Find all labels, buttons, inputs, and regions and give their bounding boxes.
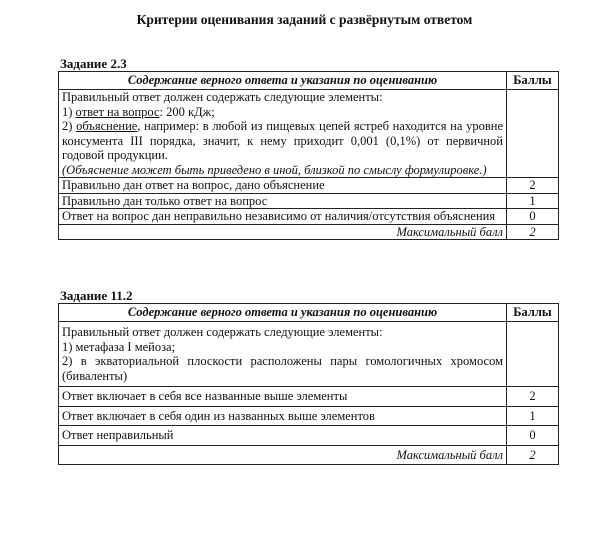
page-title: Критерии оценивания заданий с развёрнутым ответом (136, 12, 473, 27)
answer-row (59, 322, 559, 387)
criterion-score: 2 (507, 387, 559, 407)
table-row (59, 387, 559, 407)
task-11-2-label: Задание 11.2 (60, 288, 133, 303)
answer-item-2: 2) объяснение, например: в любой из пищевых цепей ястреб находится на уровне консумента III порядка, значит, к нему приходит 0,001 (0,1%) от первичной годовой продукции. (62, 119, 503, 162)
criterion-text: Правильно дан ответ на вопрос, дано объяснение (59, 178, 507, 194)
answer-row (59, 90, 559, 178)
criterion-text: Ответ неправильный (59, 426, 507, 446)
max-score-label: Максимальный балл (59, 445, 507, 465)
criterion-text: Ответ на вопрос дан неправильно независимо от наличия/отсутствия объяснения (59, 209, 507, 225)
answer-note: (Объяснение может быть приведено в иной, близкой по смыслу формулировке.) (62, 162, 487, 177)
max-score-value: 2 (507, 224, 559, 240)
table-row (59, 178, 559, 194)
answer-intro: Правильный ответ должен содержать следующие элементы: (62, 325, 383, 339)
score-header: Баллы (507, 72, 559, 90)
content-header: Содержание верного ответа и указания по оцениванию (59, 72, 507, 90)
answer-item-2: 2) в экваториальной плоскости расположены пары гомологичных хромосом (биваленты) (62, 354, 503, 383)
answer-score (507, 90, 559, 178)
criterion-text: Ответ включает в себя один из названных выше элементов (59, 406, 507, 426)
max-score-row (59, 445, 559, 465)
criterion-score: 1 (507, 193, 559, 209)
content-header: Содержание верного ответа и указания по оцениванию (59, 304, 507, 322)
answer-intro: Правильный ответ должен содержать следующие элементы: (62, 90, 383, 104)
task-11-2-table (58, 303, 559, 465)
criterion-text: Ответ включает в себя все названные выше элементы (59, 387, 507, 407)
score-header: Баллы (507, 304, 559, 322)
table-row (59, 209, 559, 225)
criterion-score: 0 (507, 426, 559, 446)
answer-content (59, 90, 507, 178)
max-score-value: 2 (507, 445, 559, 465)
criterion-score: 1 (507, 406, 559, 426)
table-row (59, 406, 559, 426)
task-2-3-label: Задание 2.3 (60, 56, 127, 71)
table-header-row (59, 304, 559, 322)
max-score-label: Максимальный балл (59, 224, 507, 240)
answer-score (507, 322, 559, 387)
table-row (59, 426, 559, 446)
answer-item-1: 1) ответ на вопрос: 200 кДж; (62, 104, 215, 119)
criterion-score: 2 (507, 178, 559, 194)
table-header-row (59, 72, 559, 90)
answer-item-1: 1) метафаза I мейоза; (62, 339, 176, 354)
task-2-3-table (58, 71, 559, 240)
max-score-row (59, 224, 559, 240)
criterion-text: Правильно дан только ответ на вопрос (59, 193, 507, 209)
answer-content (59, 322, 507, 387)
table-row (59, 193, 559, 209)
criterion-score: 0 (507, 209, 559, 225)
